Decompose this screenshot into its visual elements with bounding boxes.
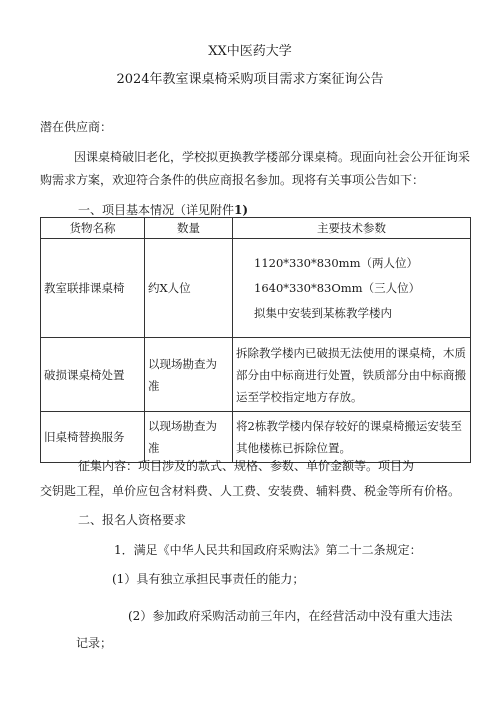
section-1-heading	[78, 201, 248, 218]
header-item-name: 货物名称	[41, 218, 145, 239]
qty-line: 准	[148, 378, 160, 393]
table-row	[41, 239, 471, 338]
collection-line-1: 征集内容：项目涉及的款式、规格、参数、单价金额等。项目为	[78, 459, 415, 473]
spec-line: 拆除教学楼内已破损无法使用的课桌椅，木质	[236, 345, 466, 360]
table-row	[41, 412, 471, 463]
requirement-item-1: 1．满足《中华人民共和国政府采购法》第二十二条规定：	[114, 543, 422, 557]
intro-line-2: 购需求方案，欢迎符合条件的供应商报名参加。现将有关事项公告如下：	[40, 173, 425, 187]
cell-tech-params	[233, 338, 471, 412]
spec-line: 运至学校指定地方存放。	[236, 389, 363, 404]
requirements-table	[40, 217, 471, 463]
cell-quantity	[145, 338, 233, 412]
qty-line: 以现场勘查为	[148, 419, 217, 433]
intro-line-1: 因课桌椅破旧老化，学校拟更换教学楼部分课桌椅。现面向社会公开征询采	[74, 150, 471, 164]
qty-line: 以现场勘查为	[148, 356, 217, 371]
cell-quantity: 约X人位	[145, 239, 233, 338]
section-1-heading-bold: 1)	[234, 203, 249, 217]
header-quantity: 数量	[145, 218, 233, 239]
spec-line: 拟集中安装到某栋教学楼内	[254, 305, 392, 320]
cell-quantity	[145, 412, 233, 463]
cell-tech-params	[233, 239, 471, 338]
salutation: 潜在供应商：	[40, 120, 113, 134]
spec-line: 将2栋教学楼内保存较好的课桌椅搬运安装至	[236, 419, 462, 433]
requirement-item-1b-cont: 记录；	[76, 636, 113, 650]
qty-line: 准	[148, 441, 160, 455]
spec-line: 1120*330*830mm（两人位）	[254, 255, 418, 270]
cell-item-name: 旧桌椅替换服务	[41, 412, 145, 463]
collection-line-2: 交钥匙工程，单价应包含材料费、人工费、安装费、辅料费、税金等所有价格。	[40, 484, 461, 498]
cell-tech-params	[233, 412, 471, 463]
spec-line: 其他楼栋已拆除位置。	[236, 441, 351, 455]
document-title-announcement: 2024年教室课桌椅采购项目需求方案征询公告	[116, 72, 384, 87]
spec-line: 1640*330*83Omm（三人位）	[254, 280, 421, 295]
table-row	[41, 338, 471, 412]
document-title-university: XX中医药大学	[208, 44, 292, 59]
requirement-item-1a: (1）具有独立承担民事责任的能力；	[112, 572, 305, 586]
requirement-item-1b: (2）参加政府采购活动前三年内，在经营活动中没有重大违法	[128, 609, 453, 623]
section-1-heading-text: 一、项目基本情况（详见附件	[78, 203, 235, 217]
section-2-heading: 二、报名人资格要求	[78, 513, 187, 527]
spec-line: 部分由中标商进行处置，铁质部分由中标商搬	[236, 367, 466, 382]
table-header-row	[41, 218, 471, 239]
cell-item-name: 破损课桌椅处置	[41, 338, 145, 412]
cell-item-name: 教室联排课桌椅	[41, 239, 145, 338]
header-tech-params: 主要技术参数	[233, 218, 471, 239]
